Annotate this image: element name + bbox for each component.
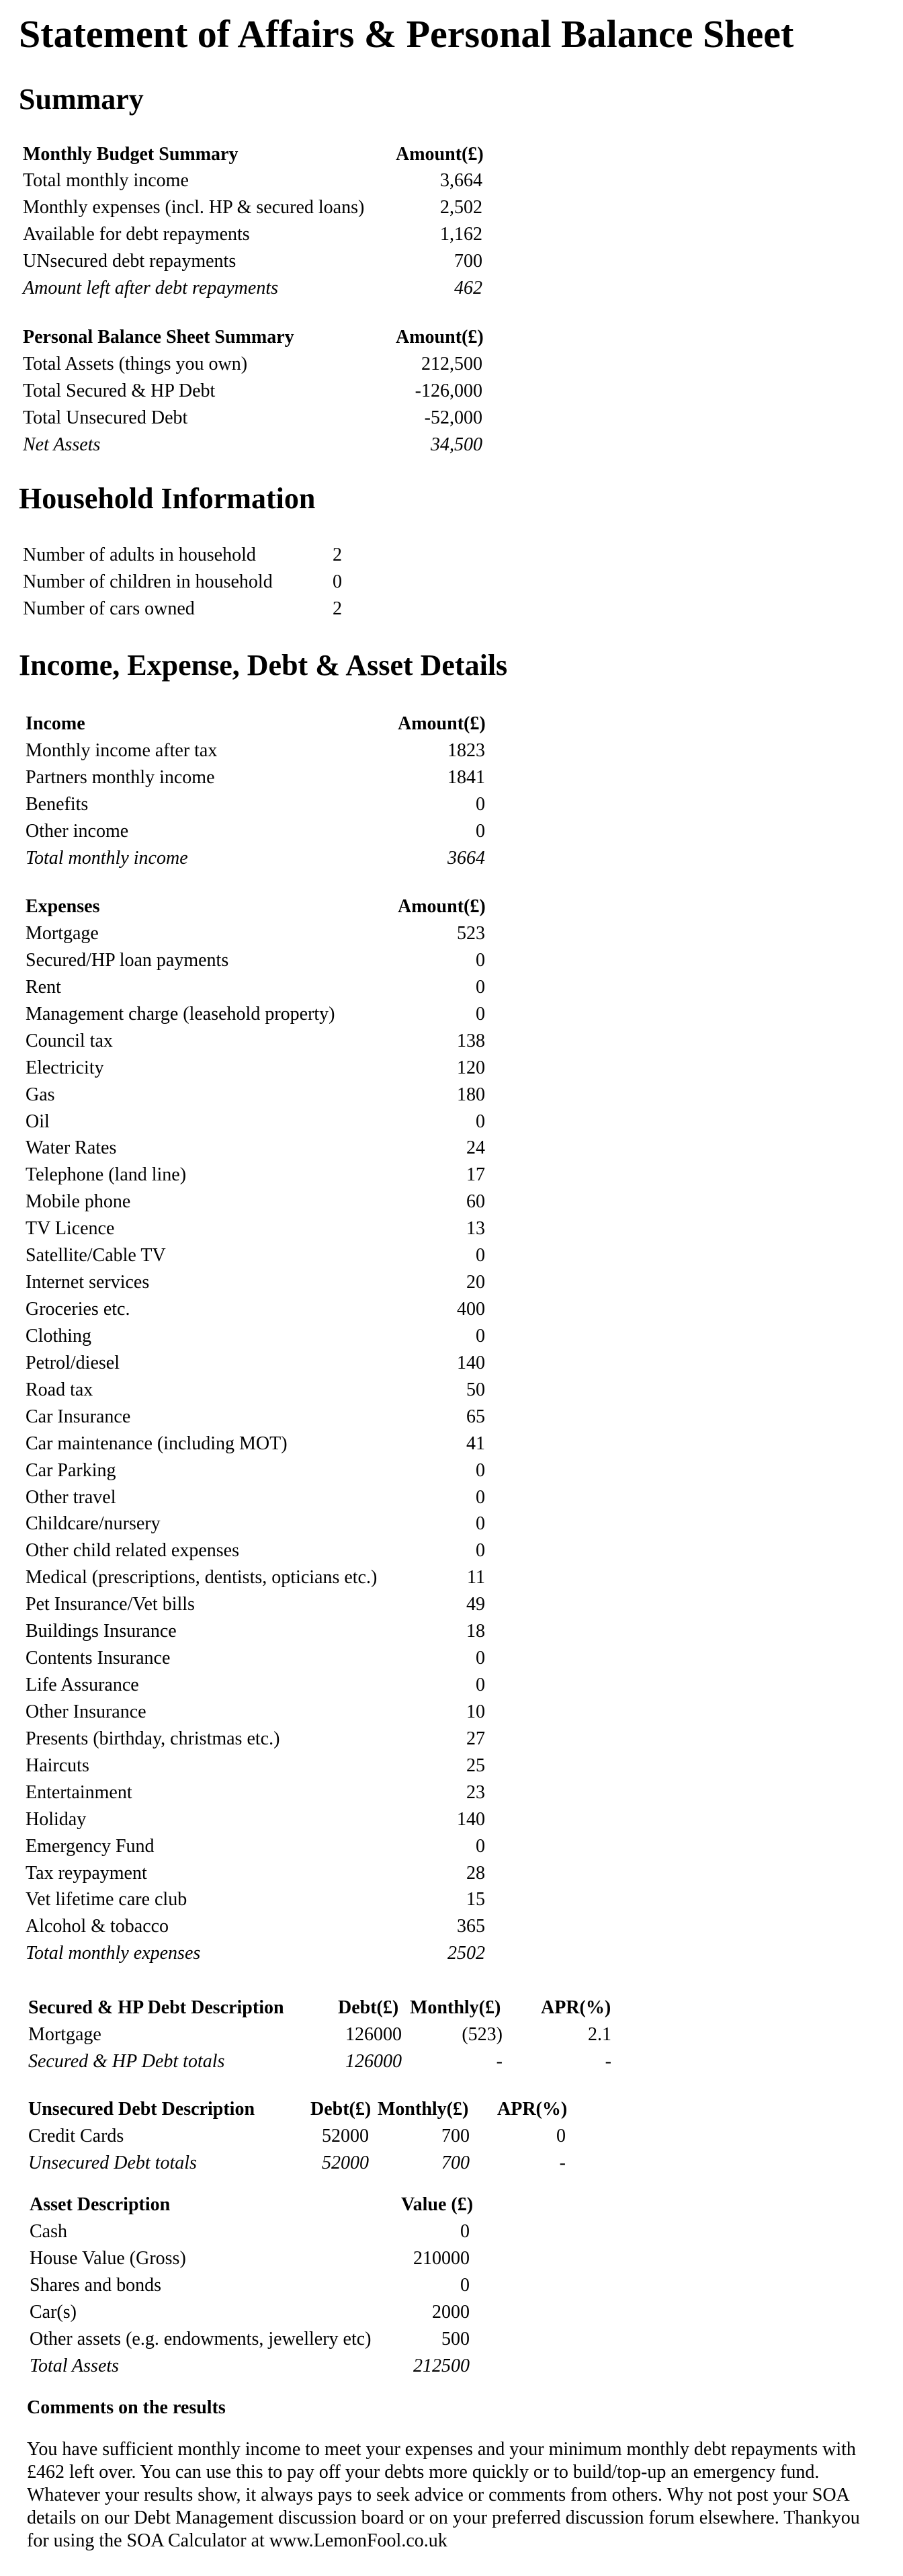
row-label: Total Secured & HP Debt xyxy=(23,380,216,401)
unsecured-apr-col: APR(%) xyxy=(497,2099,568,2120)
row-label: Presents (birthday, christmas etc.) xyxy=(26,1728,280,1749)
row-value: 1,162 xyxy=(440,224,482,245)
row-label: Pet Insurance/Vet bills xyxy=(26,1594,195,1615)
secured-debt-col: Debt(£) xyxy=(338,1997,399,2018)
row-label: House Value (Gross) xyxy=(30,2248,186,2269)
row-value: 25 xyxy=(466,1755,485,1776)
row-value: 0 xyxy=(476,1513,485,1534)
unsecured-debt-col: Debt(£) xyxy=(310,2099,372,2120)
row-value: 27 xyxy=(466,1728,485,1749)
row-value: 50 xyxy=(466,1379,485,1400)
row-value: 140 xyxy=(457,1353,485,1373)
row-label: Groceries etc. xyxy=(26,1299,130,1320)
row-label: Buildings Insurance xyxy=(26,1621,177,1642)
row-value: 0 xyxy=(476,1326,485,1346)
row-label: Rent xyxy=(26,977,61,998)
row-label: Medical (prescriptions, dentists, opticians etc.) xyxy=(26,1567,378,1588)
balance-summary-header: Personal Balance Sheet Summary xyxy=(23,327,294,348)
debt-row-apr: - xyxy=(605,2051,611,2072)
row-label: Haircuts xyxy=(26,1755,89,1776)
row-label: Other child related expenses xyxy=(26,1540,239,1561)
debt-row-debt: 52000 xyxy=(322,2126,369,2146)
debt-row-debt: 126000 xyxy=(345,2051,402,2072)
debt-row-label: Mortgage xyxy=(28,2024,101,2045)
row-value: -126,000 xyxy=(415,380,482,401)
unsecured-monthly-col: Monthly(£) xyxy=(378,2099,469,2120)
row-label: TV Licence xyxy=(26,1218,115,1239)
expenses-header: Expenses xyxy=(26,896,100,917)
row-value: 17 xyxy=(466,1164,485,1185)
income-header: Income xyxy=(26,713,85,734)
row-label: Number of cars owned xyxy=(23,598,195,619)
row-value: 3664 xyxy=(447,848,485,869)
row-value: 1841 xyxy=(447,767,485,788)
row-label: Secured/HP loan payments xyxy=(26,950,229,971)
row-value: 2000 xyxy=(432,2302,470,2323)
row-label: Satellite/Cable TV xyxy=(26,1245,166,1266)
secured-monthly-col: Monthly(£) xyxy=(410,1997,501,2018)
secured-apr-col: APR(%) xyxy=(541,1997,611,2018)
income-amount-header: Amount(£) xyxy=(398,713,486,734)
debt-row-debt: 126000 xyxy=(345,2024,402,2045)
row-value: 0 xyxy=(476,1648,485,1668)
row-value: 13 xyxy=(466,1218,485,1239)
budget-summary-header: Monthly Budget Summary xyxy=(23,144,239,165)
row-value: 0 xyxy=(460,2275,470,2296)
page-title: Statement of Affairs & Personal Balance Sheet xyxy=(19,12,794,56)
row-label: Benefits xyxy=(26,794,89,815)
budget-amount-header: Amount(£) xyxy=(396,144,484,165)
row-label: Monthly expenses (incl. HP & secured loans) xyxy=(23,197,365,218)
row-label: Available for debt repayments xyxy=(23,224,250,245)
debt-row-label: Credit Cards xyxy=(28,2126,124,2146)
row-value: 0 xyxy=(476,821,485,842)
row-value: 0 xyxy=(476,1004,485,1024)
unsecured-debt-header: Unsecured Debt Description xyxy=(28,2099,255,2120)
row-label: Contents Insurance xyxy=(26,1648,171,1668)
row-value: 20 xyxy=(466,1272,485,1293)
row-label: Total Assets (things you own) xyxy=(23,354,248,374)
row-value: 0 xyxy=(476,950,485,971)
debt-row-apr: 0 xyxy=(556,2126,566,2146)
row-label: Life Assurance xyxy=(26,1675,139,1695)
row-label: Holiday xyxy=(26,1809,87,1830)
row-label: Clothing xyxy=(26,1326,92,1346)
household-heading: Household Information xyxy=(19,482,316,515)
row-value: 500 xyxy=(441,2329,470,2349)
row-value: 2 xyxy=(333,545,342,565)
debt-row-apr: - xyxy=(559,2152,566,2173)
row-value: 523 xyxy=(457,923,485,944)
debt-row-monthly: - xyxy=(496,2051,503,2072)
row-value: 34,500 xyxy=(431,434,482,455)
row-value: 3,664 xyxy=(440,170,482,191)
row-label: Total monthly income xyxy=(23,170,189,191)
debt-row-monthly: 700 xyxy=(441,2126,470,2146)
comments-text: You have sufficient monthly income to meet your expenses and your minimum monthly debt repayments with £462 left over. You can use this to pay off your debts more quickly or to build/top-up an emergency fund. Whatever your results show, it always pays to seek advice or comments from others. Why not post your SOA details on our Debt Management discussion board or on your preferred discussion forum elsewhere. Thankyou for using the SOA Calculator at www.LemonFool.co.uk xyxy=(27,2439,860,2551)
row-label: Total monthly expenses xyxy=(26,1943,201,1964)
row-label: Other Insurance xyxy=(26,1701,146,1722)
row-value: 11 xyxy=(467,1567,485,1588)
row-label: Car Parking xyxy=(26,1460,116,1481)
summary-heading: Summary xyxy=(19,83,144,116)
row-value: 0 xyxy=(333,571,342,592)
row-label: Other assets (e.g. endowments, jewellery etc) xyxy=(30,2329,372,2349)
row-label: Water Rates xyxy=(26,1137,117,1158)
row-label: Management charge (leasehold property) xyxy=(26,1004,335,1024)
row-label: Total Assets xyxy=(30,2356,120,2376)
row-value: 138 xyxy=(457,1031,485,1051)
row-value: 2 xyxy=(333,598,342,619)
debt-row-monthly: 700 xyxy=(441,2152,470,2173)
row-label: Amount left after debt repayments xyxy=(23,278,278,298)
row-value: 212500 xyxy=(413,2356,470,2376)
row-label: Gas xyxy=(26,1084,55,1105)
row-label: Telephone (land line) xyxy=(26,1164,187,1185)
row-value: 0 xyxy=(476,1245,485,1266)
debt-row-apr: 2.1 xyxy=(588,2024,611,2045)
row-value: 41 xyxy=(466,1433,485,1454)
row-value: 1823 xyxy=(447,740,485,761)
row-label: Total Unsecured Debt xyxy=(23,407,188,428)
row-value: 140 xyxy=(457,1809,485,1830)
row-value: 400 xyxy=(457,1299,485,1320)
row-label: Council tax xyxy=(26,1031,113,1051)
row-value: 365 xyxy=(457,1916,485,1937)
row-label: Entertainment xyxy=(26,1782,132,1803)
row-value: 65 xyxy=(466,1406,485,1427)
row-label: Mortgage xyxy=(26,923,99,944)
comments-heading: Comments on the results xyxy=(27,2397,226,2418)
row-label: Childcare/nursery xyxy=(26,1513,161,1534)
row-label: Car(s) xyxy=(30,2302,77,2323)
row-label: Internet services xyxy=(26,1272,150,1293)
row-value: 0 xyxy=(476,794,485,815)
row-value: 180 xyxy=(457,1084,485,1105)
row-label: Total monthly income xyxy=(26,848,188,869)
row-value: 0 xyxy=(476,1540,485,1561)
debt-row-debt: 52000 xyxy=(322,2152,369,2173)
row-label: Number of children in household xyxy=(23,571,273,592)
row-value: 18 xyxy=(466,1621,485,1642)
row-value: 700 xyxy=(454,251,482,272)
row-label: Car Insurance xyxy=(26,1406,131,1427)
row-value: 60 xyxy=(466,1191,485,1212)
row-value: 28 xyxy=(466,1863,485,1884)
row-value: 15 xyxy=(466,1889,485,1910)
row-value: 210000 xyxy=(413,2248,470,2269)
row-label: Tax reypayment xyxy=(26,1863,147,1884)
row-value: 2502 xyxy=(447,1943,485,1964)
row-value: 23 xyxy=(466,1782,485,1803)
expenses-amount-header: Amount(£) xyxy=(398,896,486,917)
row-label: Oil xyxy=(26,1111,50,1132)
asset-header: Asset Description xyxy=(30,2194,171,2215)
row-label: Net Assets xyxy=(23,434,101,455)
row-label: Mobile phone xyxy=(26,1191,131,1212)
debt-row-label: Secured & HP Debt totals xyxy=(28,2051,225,2072)
details-heading: Income, Expense, Debt & Asset Details xyxy=(19,649,508,682)
secured-debt-header: Secured & HP Debt Description xyxy=(28,1997,284,2018)
row-value: -52,000 xyxy=(424,407,482,428)
row-value: 10 xyxy=(466,1701,485,1722)
row-label: Alcohol & tobacco xyxy=(26,1916,169,1937)
row-value: 0 xyxy=(476,1460,485,1481)
row-label: Number of adults in household xyxy=(23,545,256,565)
debt-row-label: Unsecured Debt totals xyxy=(28,2152,197,2173)
asset-value-header: Value (£) xyxy=(401,2194,474,2215)
row-label: Cash xyxy=(30,2221,67,2242)
row-label: Road tax xyxy=(26,1379,93,1400)
row-label: Partners monthly income xyxy=(26,767,215,788)
row-value: 0 xyxy=(476,1675,485,1695)
row-value: 2,502 xyxy=(440,197,482,218)
row-value: 120 xyxy=(457,1057,485,1078)
balance-amount-header: Amount(£) xyxy=(396,327,484,348)
row-label: Monthly income after tax xyxy=(26,740,218,761)
row-value: 49 xyxy=(466,1594,485,1615)
debt-row-monthly: (523) xyxy=(462,2024,503,2045)
row-value: 0 xyxy=(476,1111,485,1132)
row-value: 0 xyxy=(476,1836,485,1857)
row-value: 212,500 xyxy=(421,354,482,374)
row-value: 24 xyxy=(466,1137,485,1158)
row-label: Emergency Fund xyxy=(26,1836,155,1857)
row-label: Vet lifetime care club xyxy=(26,1889,187,1910)
row-value: 0 xyxy=(476,1487,485,1508)
row-label: Other travel xyxy=(26,1487,116,1508)
row-value: 0 xyxy=(460,2221,470,2242)
row-label: Other income xyxy=(26,821,129,842)
row-value: 462 xyxy=(454,278,482,298)
row-label: Car maintenance (including MOT) xyxy=(26,1433,288,1454)
row-label: Shares and bonds xyxy=(30,2275,161,2296)
row-label: Petrol/diesel xyxy=(26,1353,120,1373)
row-label: UNsecured debt repayments xyxy=(23,251,236,272)
row-value: 0 xyxy=(476,977,485,998)
row-label: Electricity xyxy=(26,1057,104,1078)
